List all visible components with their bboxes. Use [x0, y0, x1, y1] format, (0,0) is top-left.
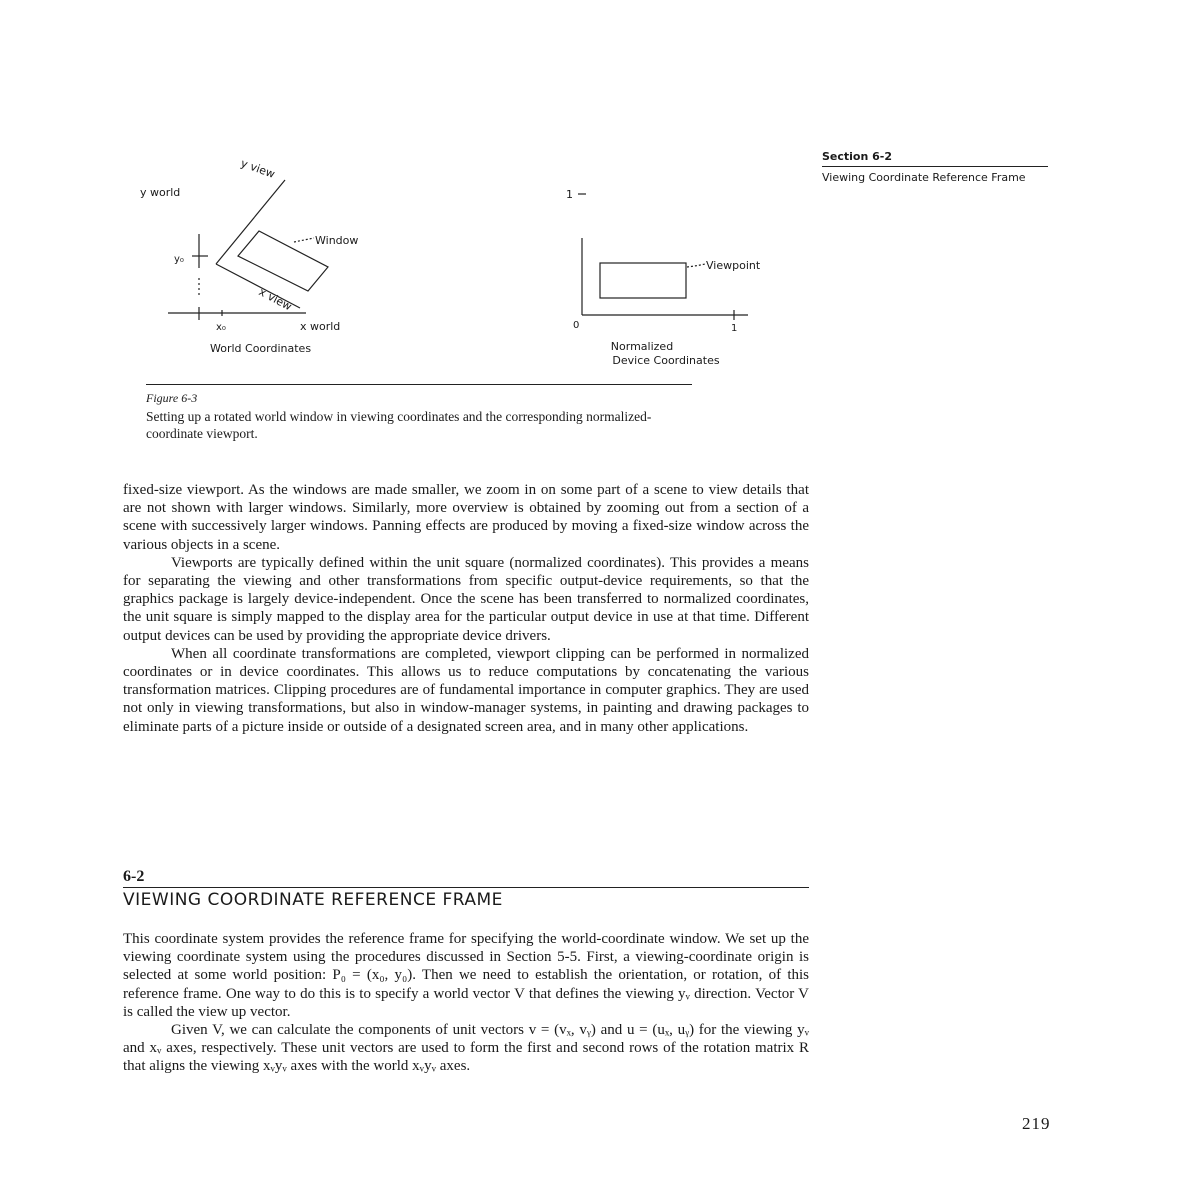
x-world-label: x world: [300, 320, 341, 333]
y-view-axis: [216, 180, 285, 264]
window-label: Window: [315, 234, 359, 247]
section-heading: [123, 868, 809, 910]
ndc-label-line1: Normalized: [610, 340, 674, 353]
viewpoint-label: Viewpoint: [706, 259, 761, 272]
sidebar-section-title: Viewing Coordinate Reference Frame: [822, 171, 1026, 184]
ndc-origin-label: 0: [573, 320, 580, 331]
x0-label: x₀: [216, 322, 226, 333]
x-view-label: x view: [256, 285, 294, 314]
sidebar-note: [822, 150, 1048, 184]
section-number: 6-2: [123, 868, 809, 888]
viewpoint-leader: [687, 264, 705, 267]
ndc-x-one-label: 1: [731, 323, 738, 334]
paragraph: Viewports are typically defined within the unit square (normalized coordinates). This provides a means for separating the viewing and other transformations from specific output-device requirements, so that the graphics package is largely device-independent. Once the scene has been transferred to normalized coordinates, the unit square is simply mapped to the display area for the particular output device in use at that time. Different output devices can be used by providing the appropriate device drivers.: [123, 554, 809, 644]
window-leader: [294, 238, 314, 242]
y-view-label: y view: [238, 156, 277, 181]
ndc-y-one-label: 1: [566, 188, 573, 201]
viewport-rect: [600, 263, 686, 298]
section-title: VIEWING COORDINATE REFERENCE FRAME: [123, 890, 503, 910]
ndc-label-line2: Device Coordinates: [612, 354, 720, 367]
figure-6-3-diagram: [130, 150, 810, 390]
figure-number: Figure 6-3: [146, 391, 198, 405]
world-coordinates-panel: [168, 180, 328, 320]
world-coordinates-label: World Coordinates: [210, 342, 312, 355]
paragraph: fixed-size viewport. As the windows are made smaller, we zoom in on some part of a scene to view details that are not shown with larger windows. Similarly, more overview is obtained by zooming out from a section of a scene with successively larger windows. Panning effects are produced by moving a fixed-size window across the various objects in a scene.: [123, 482, 809, 553]
sidebar-section-label: Section 6-2: [822, 150, 1048, 167]
figure-caption: [146, 384, 692, 442]
page-number: 219: [1022, 1114, 1051, 1133]
paragraph: When all coordinate transformations are completed, viewport clipping can be performed in normalized coordinates or in device coordinates. This allows us to reduce computations by concatenating the various transformation matrices. Clipping procedures are of fundamental importance in computer graphics. They are used not only in viewing transformations, but also in window-manager systems, in painting and drawing packages to eliminate parts of a picture inside or outside of a designated screen area, and in many other applications.: [123, 645, 809, 735]
paragraph: This coordinate system provides the reference frame for specifying the world-coordinate window. We set up the viewing coordinate system using the procedures discussed in Section 5-5. First, a viewing-coordinate origin is selected at some world position: P₀ = (x₀, y₀). Then we need to establish the orientation, or rotation, of this reference frame. One way to do this is to specify a world vector V that defines the viewing yᵥ direction. Vector V is called the view up vector.: [123, 931, 809, 1020]
figure-caption-text: Setting up a rotated world window in viewing coordinates and the corresponding normalized-coordinate viewport.: [146, 409, 652, 441]
ndc-panel: [578, 194, 748, 320]
body-text-lower: [123, 930, 809, 1076]
y-world-label: y world: [140, 186, 181, 199]
yc-label: y₀: [174, 254, 184, 265]
body-text-upper: [123, 481, 809, 736]
paragraph: Given V, we can calculate the components of unit vectors v = (vₓ, vᵧ) and u = (uₓ, uᵧ) for the viewing yᵥ and xᵥ axes, respectively. These unit vectors are used to form the first and second rows of the rotation matrix R that aligns the viewing xᵥyᵥ axes with the world xᵥyᵥ axes.: [123, 1022, 809, 1075]
